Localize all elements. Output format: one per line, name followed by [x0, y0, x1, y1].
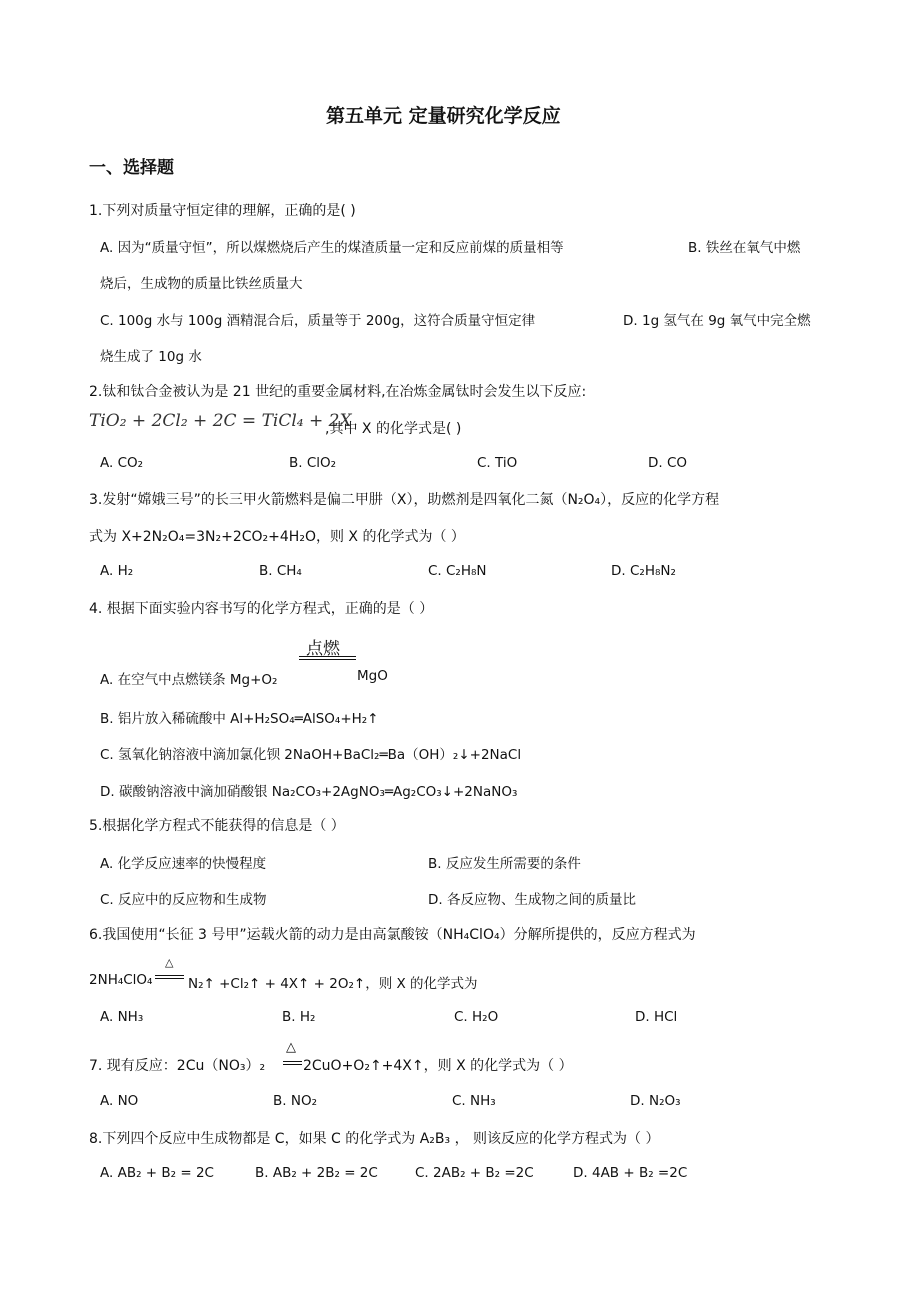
q4-condition-label: 点燃 [306, 639, 340, 659]
q3-option-b: B. CH₄ [259, 563, 302, 579]
page-title: 第五单元 定量研究化学反应 [326, 105, 561, 127]
q5-stem: 5.根据化学方程式不能获得的信息是（ ） [89, 818, 345, 834]
q6-stem: 6.我国使用“长征 3 号甲”运载火箭的动力是由高氯酸铵（NH₄ClO₄）分解所提供的，反应方程式为 [89, 927, 696, 943]
q3-option-c: C. C₂H₈N [428, 563, 487, 579]
q3-option-a: A. H₂ [100, 563, 134, 579]
q5-option-a: A. 化学反应速率的快慢程度 [100, 856, 267, 872]
q2-option-a: A. CO₂ [100, 455, 144, 471]
q5-option-c: C. 反应中的反应物和生成物 [100, 892, 267, 908]
q6-reaction-equals-sign [155, 975, 184, 979]
q1-option-b: B. 铁丝在氧气中燃 [688, 240, 801, 256]
q4-stem: 4. 根据下面实验内容书写的化学方程式，正确的是（ ） [89, 601, 434, 617]
q8-option-a: A. AB₂ + B₂ = 2C [100, 1165, 214, 1181]
q7-condition-heat: △ [286, 1040, 296, 1055]
q8-stem: 8.下列四个反应中生成物都是 C，如果 C 的化学式为 A₂B₃ ， 则该反应的化学方程式为（ ） [89, 1131, 660, 1147]
q8-option-b: B. AB₂ + 2B₂ = 2C [255, 1165, 378, 1181]
q4-reaction-equals-sign [299, 656, 356, 660]
q7-option-c: C. NH₃ [452, 1093, 496, 1109]
q2-option-b: B. ClO₂ [289, 455, 337, 471]
q5-option-d: D. 各反应物、生成物之间的质量比 [428, 892, 636, 908]
q6-equation-left: 2NH₄ClO₄ [89, 972, 153, 988]
q2-equation-image: TiO₂ + 2Cl₂ + 2C = TiCl₄ + 2X [89, 411, 352, 431]
q3-option-d: D. C₂H₈N₂ [611, 563, 676, 579]
q6-option-a: A. NH₃ [100, 1009, 144, 1025]
q7-option-a: A. NO [100, 1093, 139, 1109]
q3-stem-line2: 式为 X+2N₂O₄=3N₂+2CO₂+4H₂O，则 X 的化学式为（ ） [89, 529, 465, 545]
q1-option-a: A. 因为“质量守恒”，所以煤燃烧后产生的煤渣质量一定和反应前煤的质量相等 [100, 240, 564, 256]
q6-option-d: D. HCl [635, 1009, 678, 1025]
q5-option-b: B. 反应发生所需要的条件 [428, 856, 581, 872]
q4-option-a-product: MgO [357, 668, 388, 684]
q6-equation-right: N₂↑ +Cl₂↑ + 4X↑ + 2O₂↑，则 X 的化学式为 [188, 976, 478, 992]
q7-stem-right: 2CuO+O₂↑+4X↑，则 X 的化学式为（ ） [303, 1058, 573, 1074]
q2-stem-tail: ,其中 X 的化学式是( ) [325, 421, 462, 437]
q3-stem-line1: 3.发射“嫦娥三号”的长三甲火箭燃料是偏二甲肼（X），助燃剂是四氧化二氮（N₂O₄），反应的化学方程 [89, 492, 720, 508]
q6-condition-heat: △ [165, 956, 174, 969]
q4-option-d: D. 碳酸钠溶液中滴加硝酸银 Na₂CO₃+2AgNO₃═Ag₂CO₃↓+2NaNO₃ [100, 784, 518, 800]
q1-option-b-cont: 烧后，生成物的质量比铁丝质量大 [100, 276, 303, 292]
q6-option-c: C. H₂O [454, 1009, 499, 1025]
q7-stem-left: 7. 现有反应：2Cu（NO₃）₂ [89, 1058, 266, 1074]
q1-option-c: C. 100g 水与 100g 酒精混合后，质量等于 200g，这符合质量守恒定律 [100, 313, 536, 329]
q8-option-d: D. 4AB + B₂ =2C [573, 1165, 688, 1181]
q8-option-c: C. 2AB₂ + B₂ =2C [415, 1165, 534, 1181]
q7-option-d: D. N₂O₃ [630, 1093, 681, 1109]
q7-option-b: B. NO₂ [273, 1093, 317, 1109]
q6-option-b: B. H₂ [282, 1009, 316, 1025]
q1-stem: 1.下列对质量守恒定律的理解，正确的是( ) [89, 203, 356, 219]
q2-stem: 2.钛和钛合金被认为是 21 世纪的重要金属材料,在冶炼金属钛时会发生以下反应: [89, 384, 587, 400]
q1-option-d: D. 1g 氢气在 9g 氧气中完全燃 [623, 313, 811, 329]
q2-option-c: C. TiO [477, 455, 518, 471]
q7-reaction-equals-sign [283, 1061, 302, 1065]
q4-option-c: C. 氢氧化钠溶液中滴加氯化钡 2NaOH+BaCl₂═Ba（OH）₂↓+2NaCl [100, 747, 522, 763]
q2-option-d: D. CO [648, 455, 688, 471]
q4-option-b: B. 铝片放入稀硫酸中 Al+H₂SO₄═AlSO₄+H₂↑ [100, 711, 379, 727]
q1-option-d-cont: 烧生成了 10g 水 [100, 349, 202, 365]
section-heading: 一、选择题 [89, 158, 174, 178]
q4-option-a: A. 在空气中点燃镁条 Mg+O₂ [100, 672, 278, 688]
